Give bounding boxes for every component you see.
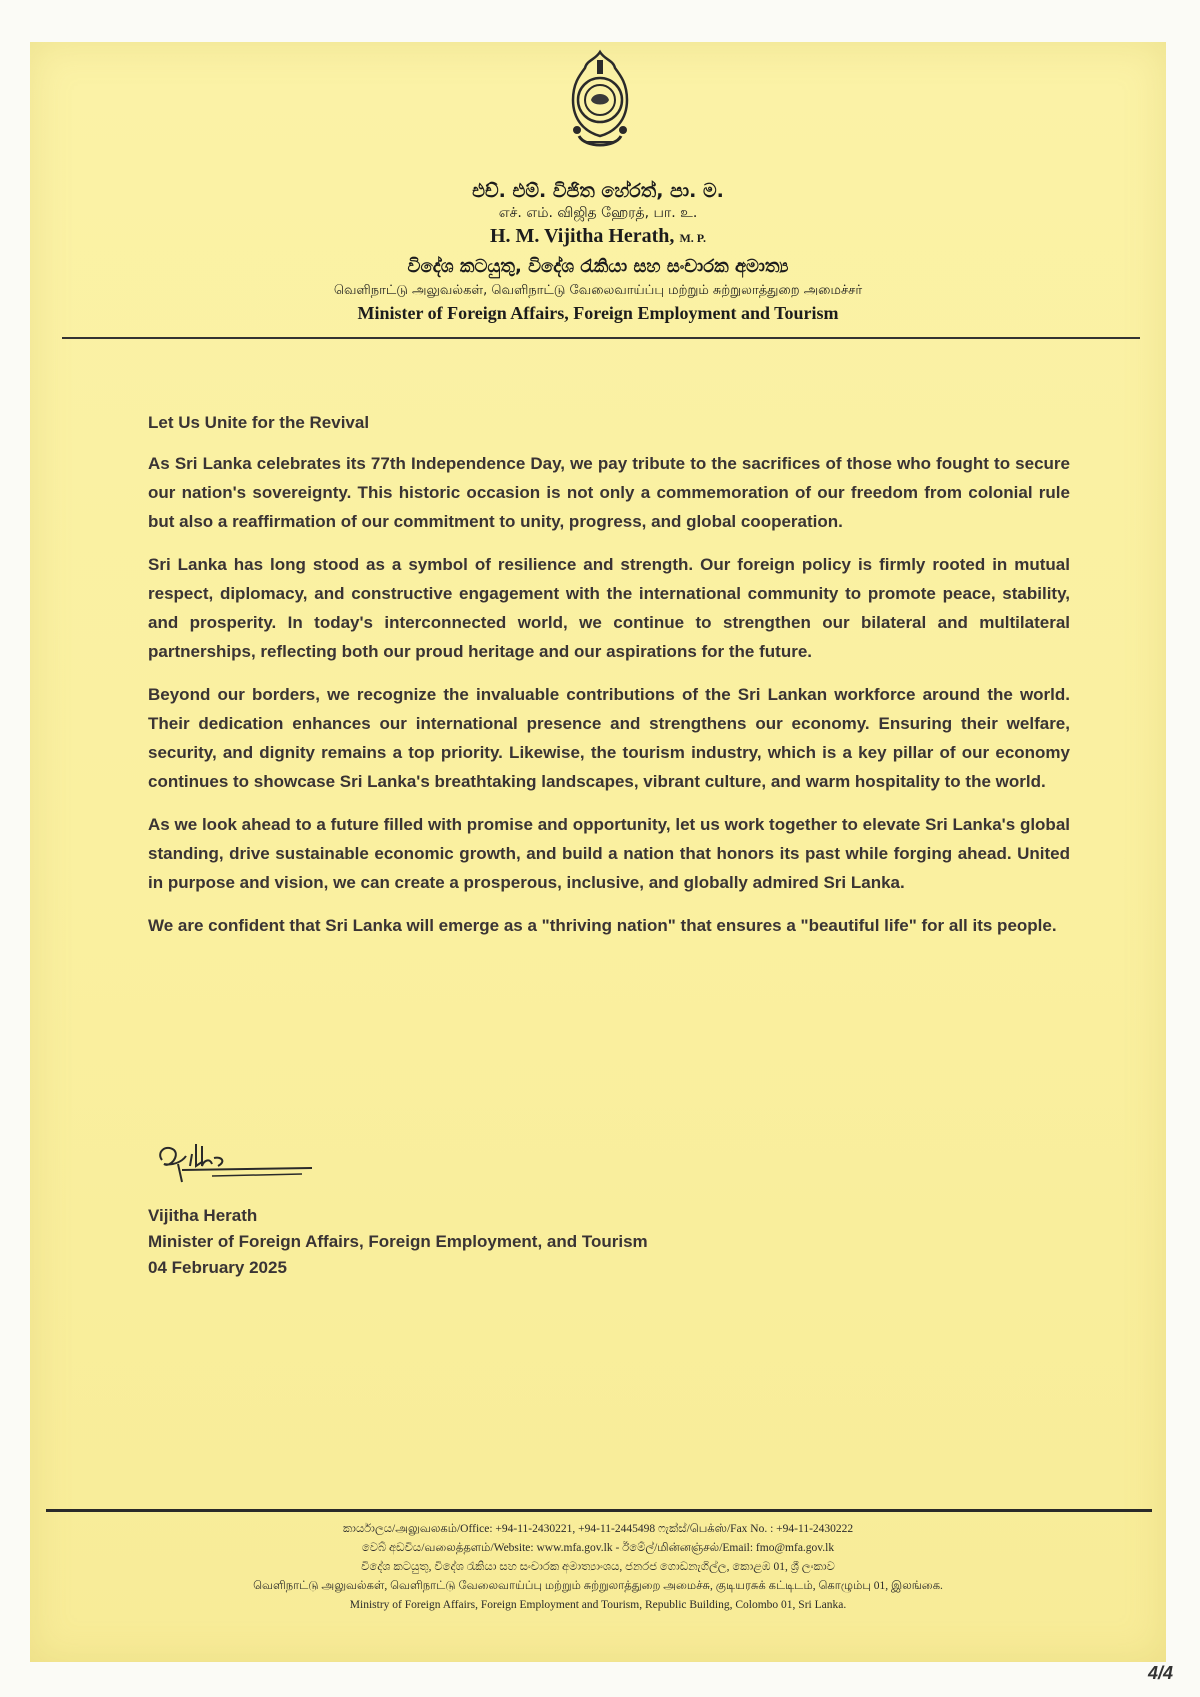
ministry-title-sinhala: විදේශ කටයුතු, විදේශ රැකියා සහ සංචාරක අමාත්‍ය (407, 256, 789, 277)
letter-body (148, 408, 1070, 954)
page-number: 4/4 (1148, 1663, 1174, 1683)
signature-icon (152, 1132, 322, 1192)
ministry-title-tamil: வெளிநாட்டு அலுவல்கள், வெளிநாட்டு வேலைவாய்ப்பு மற்றும் சுற்றுலாத்துறை அமைச்சர் (333, 283, 863, 298)
paragraph-5: We are confident that Sri Lanka will emerge as a "thriving nation" that ensures a "beautiful life" for all its people. (148, 916, 1057, 935)
minister-name-tamil: எச். எம். விஜித ஹேரத், பா. உ. (498, 205, 698, 221)
minister-name-english-text: H. M. Vijitha Herath, (490, 225, 675, 247)
minister-name-sinhala: එච්. එම්. විජිත හේරත්, පා. ම. (472, 180, 724, 202)
footer-contact-phone: කාර්යාලය/அலுவலகம்/Office: +94-11-2430221, +94-11-2445498 ෆැක්ස්/பெக்ஸ்/Fax No. : +94-11-2430222 (342, 1523, 854, 1535)
footer-contact-web: වෙබ් අඩවිය/வலைத்தளம்/Website: www.mfa.gov.lk - ඊමේල්/மின்னஞ்சல்/Email: fmo@mfa.gov.lk (361, 1542, 835, 1554)
paragraph-2: Sri Lanka has long stood as a symbol of resilience and strength. Our foreign policy is firmly rooted in mutual respect, diplomacy, and constructive engagement with the international community to promote peace, stability, and prosperity. In today's interconnected world, we continue to strengthen our bilateral and multilateral partnerships, reflecting both our proud heritage and our aspirations for the future. (148, 555, 1070, 661)
state-emblem-icon (565, 48, 635, 158)
signatory-title: Minister of Foreign Affairs, Foreign Employment, and Tourism (148, 1232, 648, 1251)
letter-date: 04 February 2025 (148, 1258, 287, 1277)
footer-address-english: Ministry of Foreign Affairs, Foreign Employment and Tourism, Republic Building, Colombo 01, Sri Lanka. (349, 1599, 847, 1611)
letterhead-divider (62, 337, 1140, 339)
paragraph-4: As we look ahead to a future filled with promise and opportunity, let us work together to elevate Sri Lanka's global standing, drive sustainable economic growth, and build a nation that honors its past while forging ahead. United in purpose and vision, we can create a prosperous, inclusive, and globally admired Sri Lanka. (148, 815, 1070, 892)
ministry-title-english: Minister of Foreign Affairs, Foreign Employment and Tourism (357, 303, 839, 323)
footer-address-tamil: வெளிநாட்டு அலுவல்கள், வெளிநாட்டு வேலைவாய்ப்பு மற்றும் சுற்றுலாத்துறை அமைச்சு, குடியரசுக் கட்டிடம், கொழும்பு 01, இலங்கை. (253, 1580, 943, 1592)
footer-address-sinhala: විදේශ කටයුතු, විදේශ රැකියා සහ සංචාරක අමාත්‍යාංශය, ජනරජ ගොඩනැගිල්ල, කොළඹ 01, ශ්‍රී ලංකාව (361, 1561, 835, 1573)
letter-heading: Let Us Unite for the Revival (148, 413, 370, 432)
paragraph-1: As Sri Lanka celebrates its 77th Independence Day, we pay tribute to the sacrifices of those who fought to secure our nation's sovereignty. This historic occasion is not only a commemoration of our freedom from colonial rule but also a reaffirmation of our commitment to unity, progress, and global cooperation. (148, 454, 1070, 531)
paragraph-3: Beyond our borders, we recognize the invaluable contributions of the Sri Lankan workforce around the world. Their dedication enhances our international presence and strengthens our economy. Ensuring their welfare, security, and dignity remains a top priority. Likewise, the tourism industry, which is a key pillar of our economy continues to showcase Sri Lanka's breathtaking landscapes, vibrant culture, and warm hospitality to the world. (148, 685, 1070, 791)
letter-footer (30, 1520, 1166, 1615)
minister-name-suffix: M. P. (679, 231, 706, 245)
signoff-block (148, 1203, 648, 1281)
minister-name-english (30, 225, 1166, 248)
signatory-name: Vijitha Herath (148, 1206, 258, 1225)
footer-divider (46, 1509, 1152, 1512)
letter-sheet (30, 42, 1166, 1662)
